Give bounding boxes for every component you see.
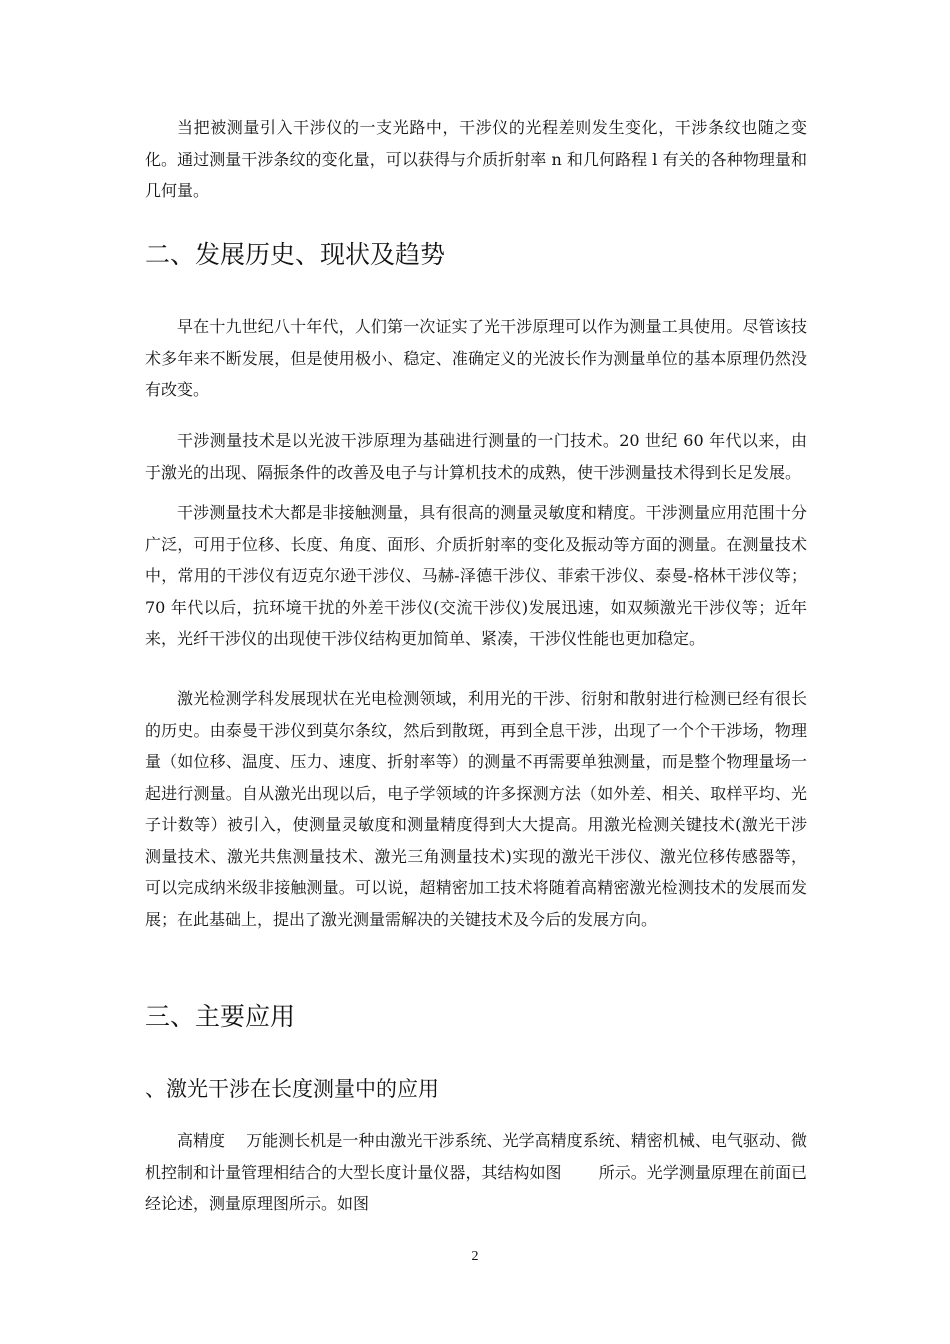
paragraph-interference-principle: 当把被测量引入干涉仪的一支光路中，干涉仪的光程差则发生变化，干涉条纹也随之变化。通过测量干涉条纹的变化量，可以获得与介质折射率 n 和几何路程 l 有关的各种物理量和几何量。	[145, 118, 807, 200]
subsection-heading-length-measurement: 、激光干涉在长度测量中的应用	[145, 1077, 439, 1101]
paragraph-history: 早在十九世纪八十年代，人们第一次证实了光干涉原理可以作为测量工具使用。尽管该技术多年来不断发展，但是使用极小、稳定、准确定义的光波长作为测量单位的基本原理仍然没有改变。	[145, 317, 807, 399]
section-heading-history: 二、发展历史、现状及趋势	[145, 240, 446, 269]
paragraph-measuring-machine: 高精度 万能测长机是一种由激光干涉系统、光学高精度系统、精密机械、电气驱动、微机控制和计量管理相结合的大型长度计量仪器，其结构如图 所示。光学测量原理在前面已经论述，测量原理图所示。如图	[145, 1131, 807, 1213]
paragraph-laser-detection: 激光检测学科发展现状在光电检测领域，利用光的干涉、衍射和散射进行检测已经有很长的历史。由泰曼干涉仪到莫尔条纹，然后到散斑，再到全息干涉，出现了一个个干涉场，物理量（如位移、温度、压力、速度、折射率等）的测量不再需要单独测量，而是整个物理量场一起进行测量。自从激光出现以后，电子学领域的许多探测方法（如外差、相关、取样平均、光子计数等）被引入，使测量灵敏度和测量精度得到大大提高。用激光检测关键技术(激光干涉测量技术、激光共焦测量技术、激光三角测量技术)实现的激光干涉仪、激光位移传感器等，可以完成纳米级非接触测量。可以说，超精密加工技术将随着高精密激光检测技术的发展而发展；在此基础上，提出了激光测量需解决的关键技术及今后的发展方向。	[145, 689, 807, 929]
paragraph-interferometry-tech: 干涉测量技术是以光波干涉原理为基础进行测量的一门技术。20 世纪 60 年代以来，由于激光的出现、隔振条件的改善及电子与计算机技术的成熟，使干涉测量技术得到长足发展。	[145, 431, 807, 482]
page-number: 2	[471, 1249, 479, 1264]
paragraph-non-contact: 干涉测量技术大都是非接触测量，具有很高的测量灵敏度和精度。干涉测量应用范围十分广泛，可用于位移、长度、角度、面形、介质折射率的变化及振动等方面的测量。在测量技术中，常用的干涉仪有迈克尔逊干涉仪、马赫-泽德干涉仪、菲索干涉仪、泰曼-格林干涉仪等；70 年代以后，抗环境干扰的外差干涉仪(交流干涉仪)发展迅速，如双频激光干涉仪等；近年来，光纤干涉仪的出现使干涉仪结构更加简单、紧凑，干涉仪性能也更加稳定。	[145, 503, 807, 648]
section-heading-applications: 三、主要应用	[145, 1002, 296, 1031]
